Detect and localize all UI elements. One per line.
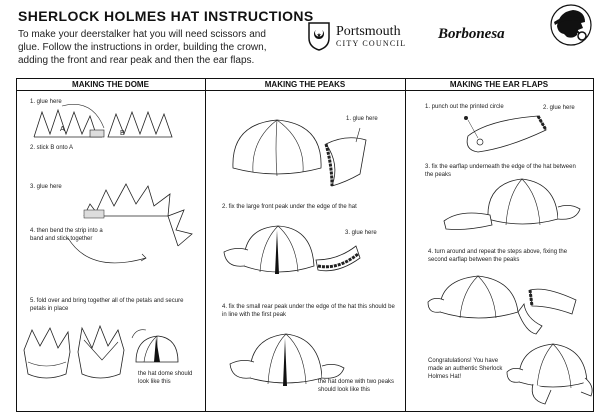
council-crest-icon [308,22,330,50]
column-divider-left [16,78,17,412]
peaks-step-1: 1. glue here [346,116,378,122]
flaps-step-1: 1. punch out the printed circle [425,104,504,110]
sherlock-silhouette-icon [547,4,593,46]
council-name: Portsmouth [336,24,401,39]
heading-ear-flaps: MAKING THE EAR FLAPS [449,80,549,89]
peaks-result-caption: the hat dome with two peaks should look like this [318,379,395,393]
peaks-step-4: 4. fix the small rear peak under the edge of the hat this should be in line with the first peak [222,304,395,318]
flaps-congratulations: Congratulations! You have made an authentic Sherlock Holmes Hat! [428,358,503,380]
rear-peak-illustration [314,240,374,280]
section-top-rule [16,78,594,79]
council-subtitle: CITY COUNCIL [336,39,407,48]
portsmouth-logo [308,22,418,52]
column-divider-1 [205,78,206,412]
finished-hat-illustration [505,340,595,410]
dome-step-4: 4. then bend the strip into a band and stick together [30,228,103,242]
earflap-piece-illustration [458,110,558,160]
dome-step-1: 1. glue here [30,99,62,105]
petal-strip-illustration [32,104,182,144]
heading-dome: MAKING THE DOME [72,80,149,89]
hat-repeat-earflap-illustration [426,272,586,342]
column-divider-2 [405,78,406,412]
section-bottom-rule [16,411,594,412]
heading-rule [16,90,594,91]
peaks-step-2: 2. fix the large front peak under the edge of the hat [222,204,357,210]
dome-step-3: 3. glue here [30,184,62,190]
front-peak-illustration [320,124,380,194]
flaps-step-2: 2. glue here [543,105,575,111]
borbonesa-logo: Borbonesa [438,26,505,42]
heading-peaks: MAKING THE PEAKS [264,80,346,89]
bend-arrow [60,230,150,270]
petal-label-a: A [60,126,65,133]
dome-step-5: 5. fold over and bring together all of the petals and secure petals in place [30,298,184,312]
flaps-step-4: 4. turn around and repeat the steps above, fixing the second earflap between the peaks [428,249,568,263]
page-title: SHERLOCK HOLMES HAT INSTRUCTIONS [18,8,314,24]
dome-result-caption: the hat dome should look like this [138,371,193,385]
peaks-step-3: 3. glue here [345,230,377,236]
hat-dome-illustration [225,110,335,190]
flaps-step-3: 3. fix the earflap underneath the edge of the hat between the peaks [425,164,576,178]
hat-earflap-illustration [440,175,590,245]
intro-text: To make your deerstalker hat you will need scissors and glue. Follow the instructions in order, building the crown, adding the front and rear peak and then the ear flaps. [18,29,267,66]
petal-label-b: B [120,130,125,137]
dome-step-2: 2. stick B onto A [30,145,74,151]
